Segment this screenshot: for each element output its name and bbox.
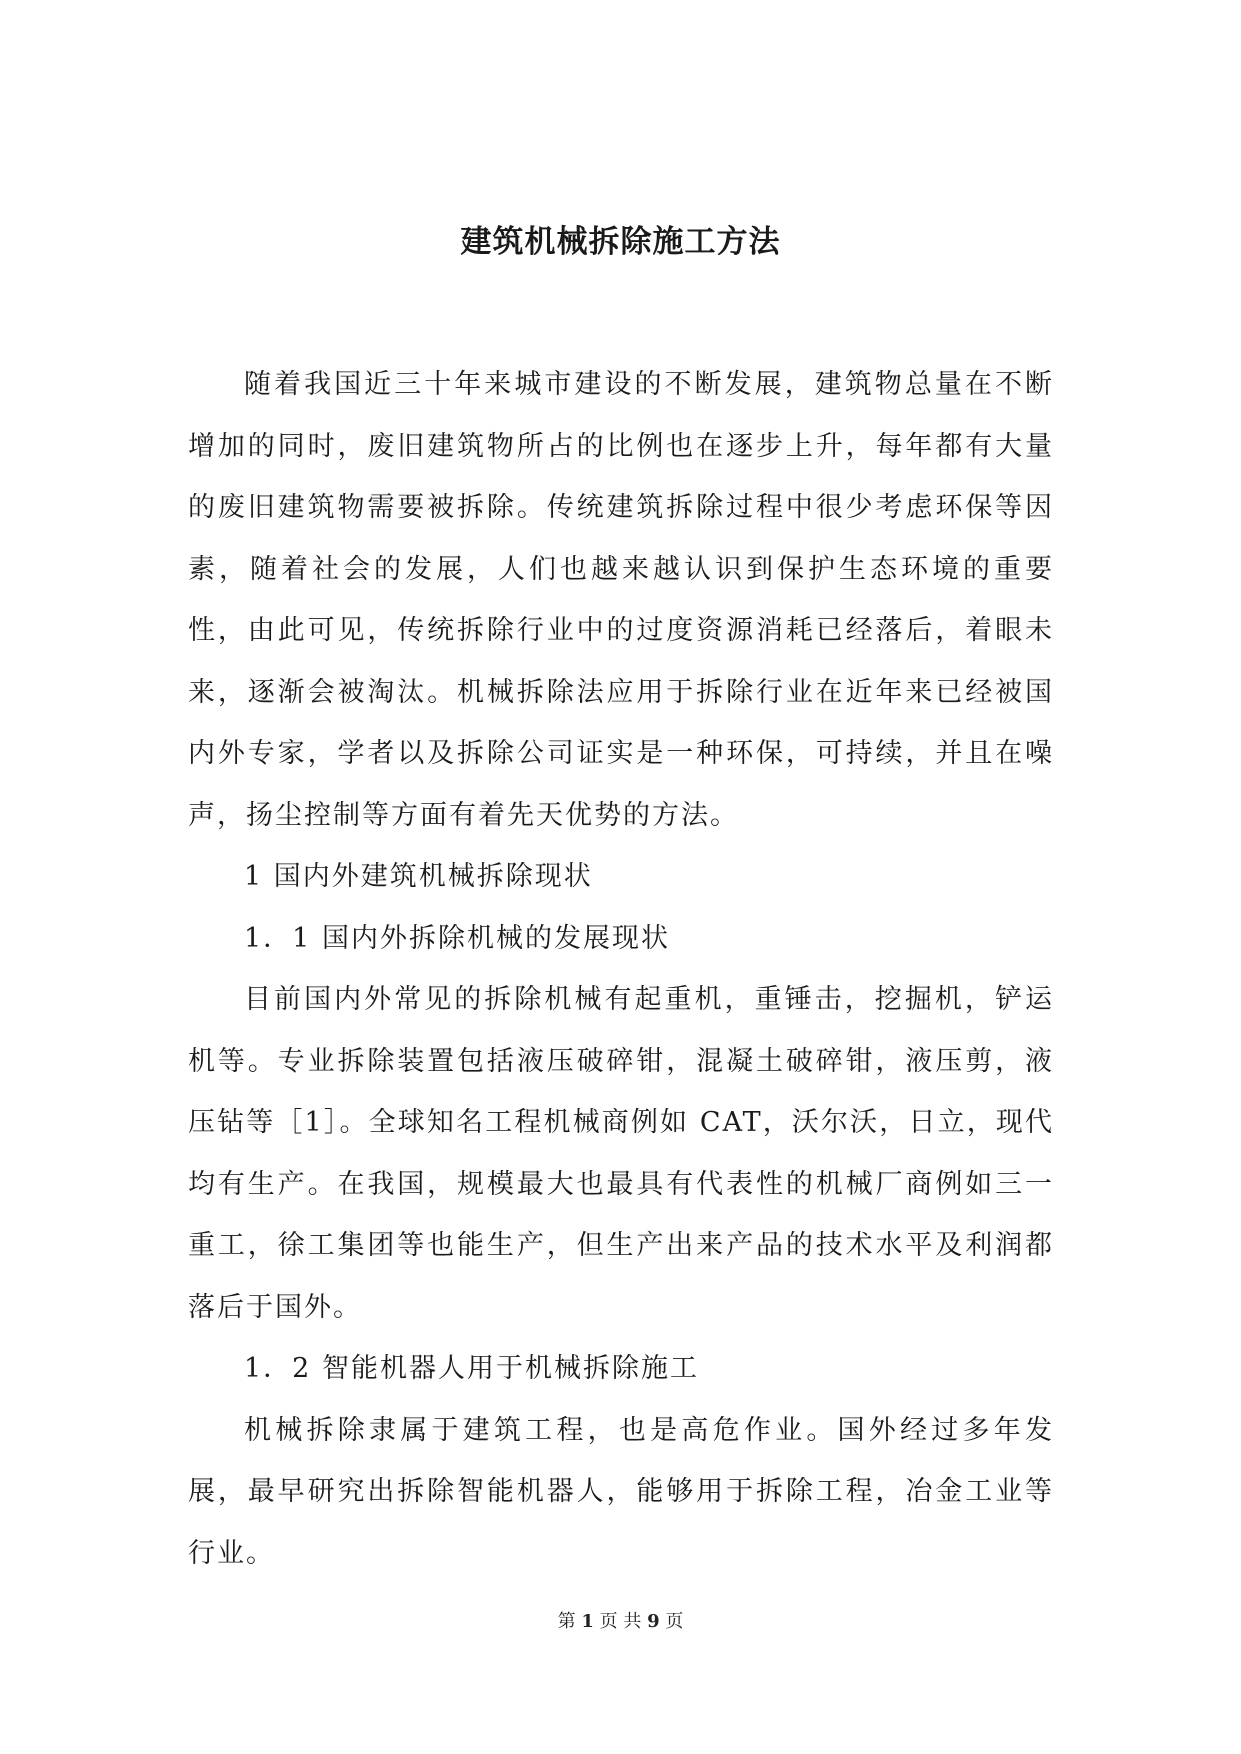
footer-total-pages: 9 (647, 1611, 660, 1632)
document-body (188, 354, 1054, 1584)
paragraph-robots: 机械拆除隶属于建筑工程，也是高危作业。国外经过多年发展，最早研究出拆除智能机器人，能够用于拆除工程，冶金工业等行业。 (188, 1414, 1054, 1569)
footer-middle: 页 共 (599, 1611, 642, 1632)
paragraph-machinery: 目前国内外常见的拆除机械有起重机，重锤击，挖掘机，铲运机等。专业拆除装置包括液压破碎钳，混凝土破碎钳，液压剪，液压钻等［1］。全球知名工程机械商例如 CAT，沃尔沃，日立，现代均有生产。在我国，规模最大也最具有代表性的机械厂商例如三一重工，徐工集团等也能生产，但生产出来产品的技术水平及利润都落后于国外。 (188, 984, 1054, 1323)
footer-suffix: 页 (665, 1611, 684, 1632)
paragraph-intro: 随着我国近三十年来城市建设的不断发展，建筑物总量在不断增加的同时，废旧建筑物所占的比例也在逐步上升，每年都有大量的废旧建筑物需要被拆除。传统建筑拆除过程中很少考虑环保等因素，随着社会的发展，人们也越来越认识到保护生态环境的重要性，由此可见，传统拆除行业中的过度资源消耗已经落后，着眼未来，逐渐会被淘汰。机械拆除法应用于拆除行业在近年来已经被国内外专家，学者以及拆除公司证实是一种环保，可持续，并且在噪声，扬尘控制等方面有着先天优势的方法。 (188, 369, 1054, 831)
section-heading-1: 1 国内外建筑机械拆除现状 (244, 861, 593, 892)
page-footer (0, 1610, 1241, 1634)
subsection-heading-1-2: 1．2 智能机器人用于机械拆除施工 (244, 1353, 699, 1384)
footer-prefix: 第 (557, 1611, 576, 1632)
document-title: 建筑机械拆除施工方法 (460, 224, 781, 260)
footer-current-page: 1 (581, 1611, 594, 1632)
subsection-heading-1-1: 1．1 国内外拆除机械的发展现状 (244, 922, 670, 954)
